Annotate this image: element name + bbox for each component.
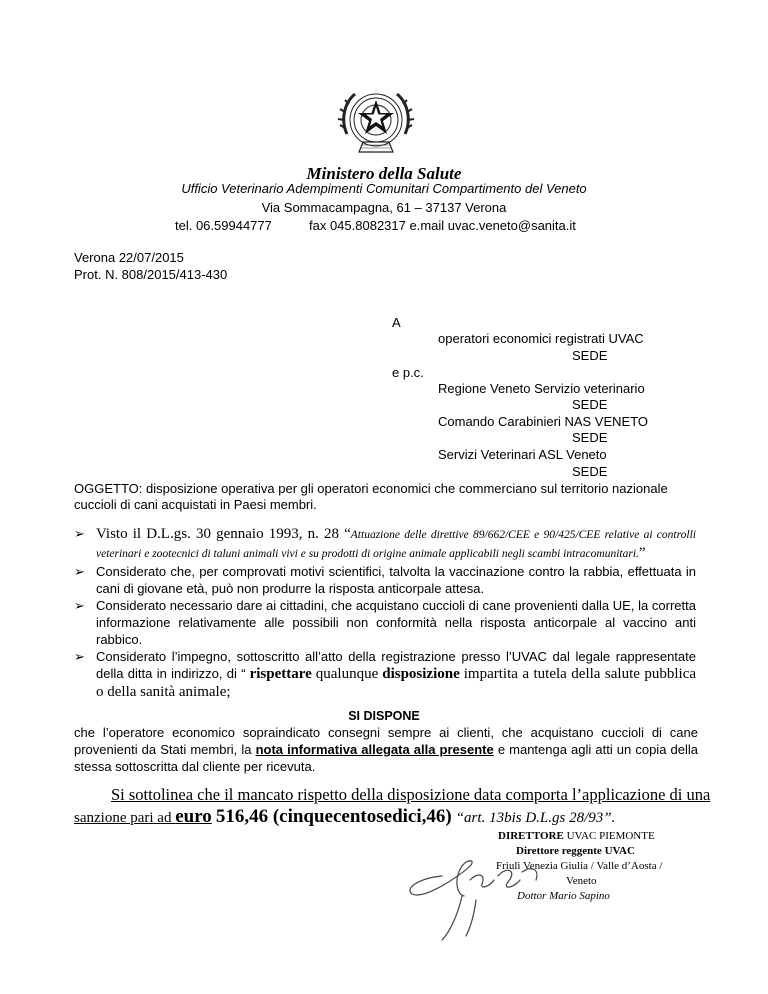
recipient-to-label: A [392,315,401,330]
sanction-amount: 516,46 (cinquecentosedici,46) [215,806,452,827]
arrow-bullet-icon: ➢ [74,564,85,579]
recipient-to-sede: SEDE [572,348,608,363]
office-address: Via Sommacampagna, 61 – 37137 Verona [261,200,507,215]
recipient-cc-sede: SEDE [572,430,608,445]
attached-note-link: nota informativa allegata alla presente [255,742,494,757]
signature-block: DIRETTORE UVAC PIEMONTE Direttore reggente UVAC Friuli Venezia Giulia / Valle d’Aosta / Veneto Dottor Mario Sapino [496,830,663,902]
list-item: ➢ Considerato l’impegno, sottoscritto all’atto della registrazione presso l’UVAC dal legale rappresentate della ditta in indirizzo, di “ rispettare qualunque disposizione impartita a tutela della salute pubblica o della sanità animale; [74,649,697,700]
protocol-number: Prot. N. 808/2015/413-430 [74,267,228,282]
subject-line: OGGETTO: disposizione operativa per gli operatori economici che commerciano sul territorio nazionale cuccioli di cani acquistati in Paesi membri. [74,481,668,512]
recipient-cc-name: Comando Carabinieri NAS VENETO [438,414,649,429]
sanction-amount-line: sanzione pari ad euro 516,46 (cinquecentosedici,46) “art. 13bis D.L.gs 28/93”. [74,806,616,827]
arrow-bullet-icon: ➢ [74,649,85,664]
arrow-bullet-icon: ➢ [74,598,85,613]
office-name: Ufficio Veterinario Adempimenti Comunitari Compartimento del Veneto [181,181,587,196]
office-fax-email: fax 045.8082317 e.mail uvac.veneto@sanita.it [309,218,576,233]
recipient-cc-sede: SEDE [572,397,608,412]
arrow-bullet-icon: ➢ [74,526,85,541]
office-phone: tel. 06.59944777 [175,218,272,233]
list-item: ➢ Considerato necessario dare ai cittadini, che acquistano cuccioli di cane provenienti dalla UE, la corretta informazione relativamente alle possibili non conformità nella risposta anticorpale al vaccino anti rabbico. [74,598,696,647]
dispone-heading: SI DISPONE [348,709,420,723]
recipient-cc-name: Servizi Veterinari ASL Veneto [438,447,607,462]
italian-republic-emblem-icon [333,82,419,164]
recipient-to: operatori economici registrati UVAC [438,331,644,346]
document-date: Verona 22/07/2015 [74,250,184,265]
law-reference: “art. 13bis D.L.gs 28/93”. [455,810,616,826]
recipient-cc-name: Regione Veneto Servizio veterinario [438,381,645,396]
considerations-list [74,525,696,701]
disposition-paragraph: che l’operatore economico sopraindicato consegni sempre ai clienti, che acquistano cuccioli di cane provenienti da Stati membri, la nota informativa allegata alla presente e mantenga agli atti un copia della stessa sottoscritta dal cliente per ricevuta. [74,725,698,774]
recipient-cc-label: e p.c. [392,365,424,380]
recipient-cc-sede: SEDE [572,464,608,479]
list-item: ➢ Visto il D.L.gs. 30 gennaio 1993, n. 28 “Attuazione delle direttive 89/662/CEE e 90/425/CEE relative ai controlli veterinari e zootecnici di taluni animali vivi e su prodotti di origine animale applicabili negli scambi intracomunitari.” [74,526,696,561]
ministry-title: Ministero della Salute [306,164,462,183]
list-item: ➢ Considerato che, per comprovati motivi scientifici, talvolta la vaccinazione contro la rabbia, effettuata in cani di giovane età, può non produrre la risposta anticorpale attesa. [74,564,696,596]
handwritten-signature-icon [390,836,620,948]
sanction-notice: Si sottolinea che il mancato rispetto della disposizione data comporta l’applicazione di una [111,785,711,804]
